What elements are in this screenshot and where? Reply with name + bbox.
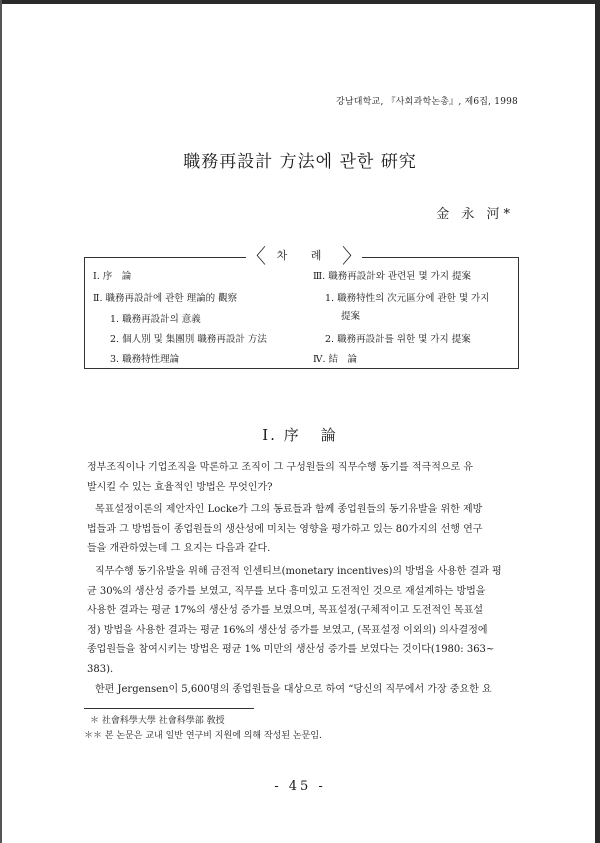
- paragraph-line: 목표설정이론의 제안자인 Locke가 그의 동료들과 함께 종업원들의 동기유발을 위한 제방: [95, 504, 483, 515]
- toc-item-left-2: Ⅱ. 職務再設計에 관한 理論的 觀察: [93, 293, 238, 304]
- table-of-contents: [84, 257, 519, 369]
- toc-item-right-1: Ⅲ. 職務再設計와 관련된 몇 가지 提案: [313, 271, 472, 282]
- paragraph-line: 균 30%의 생산성 증가를 보였고, 직무를 보다 흥미있고 도전적인 것으로 재설계하는 방법을: [87, 585, 486, 597]
- toc-item-right-3: 提案: [341, 311, 361, 322]
- section-heading: [0, 424, 600, 445]
- toc-item-left-3: 1. 職務再設計의 意義: [110, 314, 201, 325]
- footnote-divider: [84, 708, 254, 709]
- paragraph-line: 법들과 그 방법들이 종업원들의 생산성에 미치는 영향을 평가하고 있는 80가지의 선행 연구: [87, 523, 483, 535]
- paragraph-1: [87, 458, 525, 497]
- paragraph-line: 들을 개관하였는데 그 요지는 다음과 같다.: [87, 543, 271, 554]
- toc-item-left-4: 2. 個人別 및 集團別 職務再設計 方法: [110, 334, 267, 345]
- left-angle-bracket-icon: 〈: [246, 244, 266, 268]
- right-angle-bracket-icon: 〉: [342, 244, 362, 268]
- section-number: Ⅰ. 序: [262, 426, 301, 444]
- paragraph-line: 직무수행 동기유발을 위해 금전적 인센티브(monetary incentives)의 방법을 사용한 결과 평: [95, 566, 502, 577]
- paragraph-line: 383).: [87, 663, 114, 675]
- toc-item-left-1: Ⅰ. 序 論: [93, 271, 132, 282]
- paragraph-line: 정부조직이나 기업조직을 막론하고 조직이 그 구성원들의 직무수행 동기를 적극적으로 유: [87, 462, 474, 473]
- toc-heading: [246, 244, 362, 268]
- toc-item-left-5: 3. 職務特性理論: [110, 354, 180, 365]
- paragraph-3: [87, 562, 525, 679]
- footnote-2: ＊＊ 본 논문은 교내 일반 연구비 지원에 의해 작성된 논문임.: [84, 731, 322, 741]
- paragraph-line: 발시킬 수 있는 효율적인 방법은 무엇인가?: [87, 481, 273, 493]
- page-number: - 45 -: [274, 779, 326, 794]
- footnote-1: ＊ 社會科學大學 社會科學部 敎授: [90, 716, 225, 726]
- paragraph-line: 한편 Jergensen이 5,600명의 종업원들을 대상으로 하여 “당신의 직무에서 가장 중요한 요: [95, 684, 492, 695]
- paragraph-line: 사용한 결과는 평균 17%의 생산성 증가를 보였으며, 목표설정(구체적이고 도전적인 목표설: [87, 605, 484, 616]
- scan-border-right: [595, 0, 600, 843]
- scan-border-left: [0, 0, 2, 843]
- paragraph-line: 종업원들을 참여시키는 방법은 평균 1% 미만의 생산성 증가를 보였다는 것이다(1980: 363~: [87, 644, 495, 655]
- paragraph-2: [87, 500, 525, 559]
- toc-item-right-5: Ⅳ. 結 論: [313, 354, 358, 365]
- toc-heading-text: 차 례: [276, 249, 332, 262]
- paper-title: 職務再設計 方法에 관한 硏究: [183, 152, 417, 172]
- journal-citation: 강남대학교, 『사회과학논총』, 제6집, 1998: [335, 97, 518, 107]
- paragraph-4: [87, 680, 525, 700]
- section-title: 論: [320, 426, 338, 444]
- author-name: 金 永 河*: [436, 207, 514, 222]
- paragraph-line: 정) 방법을 사용한 결과는 평균 16%의 생산성 증가를 보였고, (목표설정 이외의) 의사결정에: [87, 624, 488, 636]
- scan-border-top: [0, 0, 600, 4]
- toc-item-right-4: 2. 職務再設計를 위한 몇 가지 提案: [325, 334, 471, 345]
- toc-item-right-2: 1. 職務特性의 次元區分에 관한 몇 가지: [325, 293, 490, 304]
